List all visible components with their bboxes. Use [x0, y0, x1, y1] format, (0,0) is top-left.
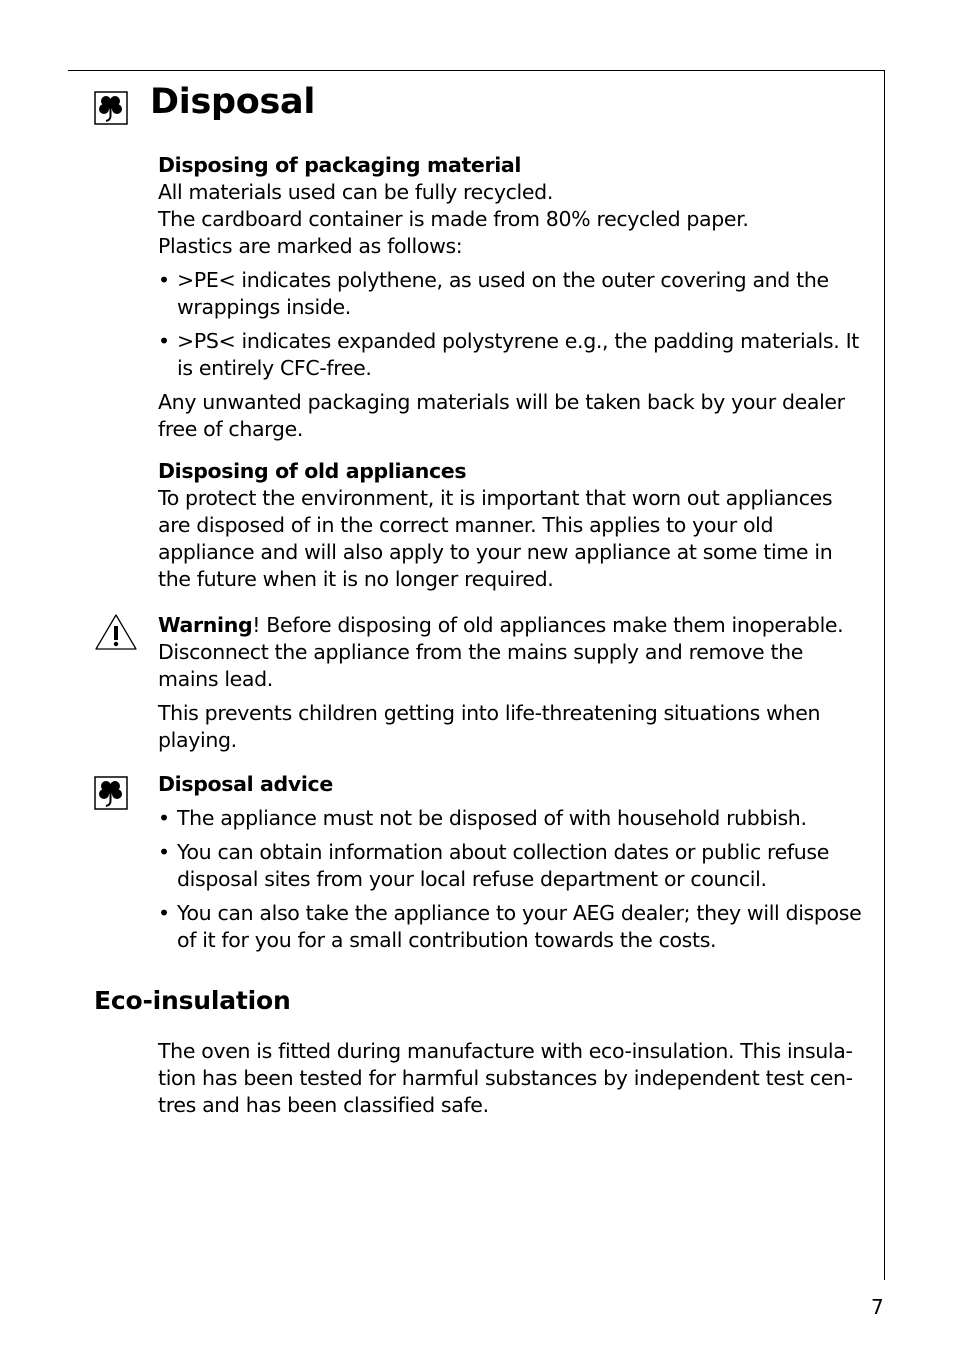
eco-heading: Eco-insulation: [94, 986, 291, 1015]
bullet-glyph: •: [158, 840, 170, 864]
page-title: Disposal: [150, 82, 316, 122]
bullet-text: You can also take the appliance to your AEG dealer; they will dispose of it for you for a small contribution towards the costs.: [177, 901, 862, 952]
clover-icon: [94, 91, 128, 125]
warning-triangle-icon: [94, 613, 138, 651]
top-rule: [68, 70, 885, 71]
bullet-glyph: •: [158, 329, 170, 353]
packaging-line: Plastics are marked as follows:: [158, 234, 463, 258]
packaging-section: [158, 152, 868, 443]
bullet-text: You can obtain information about collection dates or public refuse disposal sites from your local refuse department or council.: [177, 840, 830, 891]
packaging-heading: Disposing of packaging material: [158, 153, 522, 177]
advice-heading: Disposal advice: [158, 772, 333, 796]
packaging-line: All materials used can be fully recycled.: [158, 180, 553, 204]
bullet-text: The appliance must not be disposed of with household rubbish.: [177, 806, 807, 830]
list-item: [158, 328, 868, 382]
warning-text: ! Before disposing of old appliances make them inoperable. Disconnect the appliance from the mains supply and remove the mains lead.: [158, 613, 844, 691]
advice-section: [158, 771, 868, 954]
packaging-closing: Any unwanted packaging materials will be taken back by your dealer free of charge.: [158, 390, 845, 441]
list-item: [158, 267, 868, 321]
old-appliances-heading: Disposing of old appliances: [158, 459, 467, 483]
old-appliances-section: [158, 458, 868, 593]
bullet-text: >PE< indicates polythene, as used on the outer covering and the wrappings inside.: [177, 268, 829, 319]
warning-section: [158, 612, 868, 754]
list-item: [158, 805, 868, 832]
list-item: [158, 900, 868, 954]
bullet-glyph: •: [158, 901, 170, 925]
bullet-glyph: •: [158, 806, 170, 830]
eco-text: The oven is fitted during manufacture with eco-insulation. This insula-tion has been tested for harmful substances by independent test cen-tres and has been classified safe.: [158, 1039, 853, 1117]
packaging-line: The cardboard container is made from 80% recycled paper.: [158, 207, 749, 231]
bullet-text: >PS< indicates expanded polystyrene e.g., the padding materials. It is entirely CFC-free.: [177, 329, 859, 380]
clover-icon: [94, 776, 128, 810]
page-number: 7: [871, 1295, 884, 1319]
old-appliances-text: To protect the environment, it is important that worn out appliances are disposed of in the correct manner. This applies to your old appliance and will also apply to your new appliance at some time in the future when it is no longer required.: [158, 486, 833, 591]
eco-section: [158, 1038, 868, 1119]
warning-follow: This prevents children getting into life-threatening situations when playing.: [158, 701, 821, 752]
right-rule: [884, 70, 885, 1280]
bullet-glyph: •: [158, 268, 170, 292]
warning-paragraph: [158, 612, 868, 693]
list-item: [158, 839, 868, 893]
warning-label: Warning: [158, 613, 253, 637]
